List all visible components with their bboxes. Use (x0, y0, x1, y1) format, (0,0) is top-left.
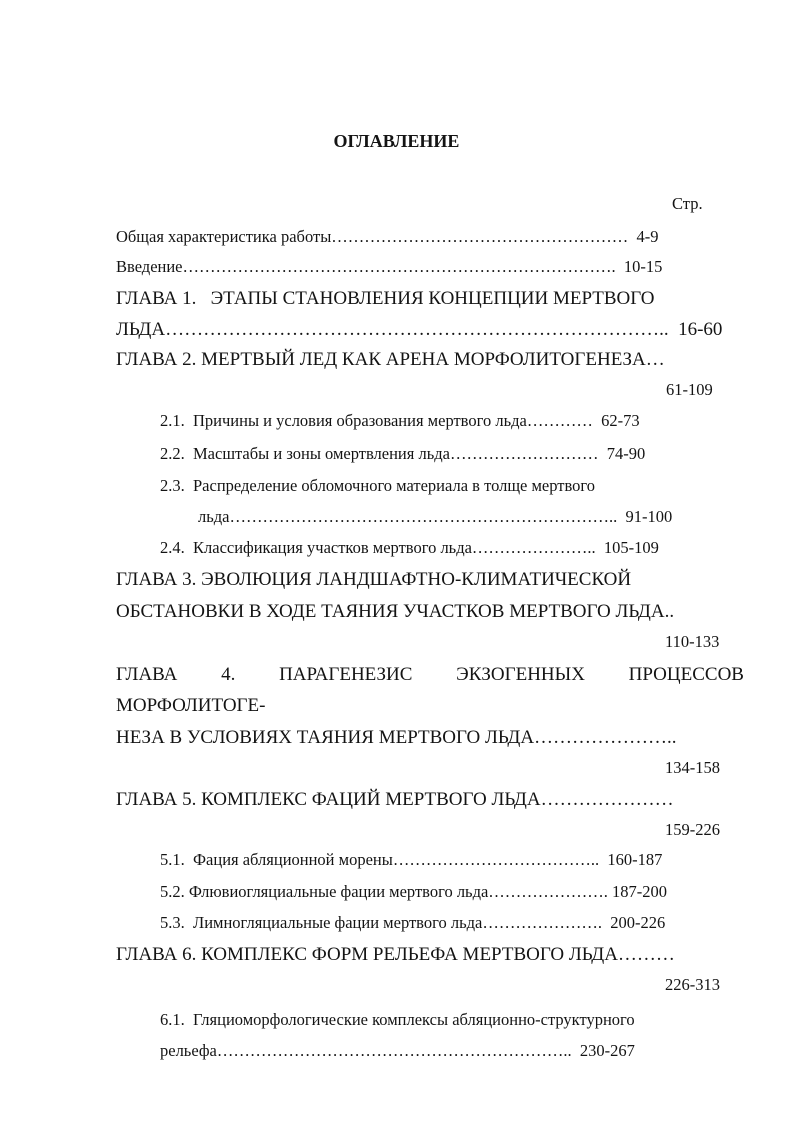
toc-entry: Введение……………………………………………………………………. 10-15 (116, 257, 663, 276)
toc-page-number: 226-313 (665, 975, 720, 994)
toc-section: рельефа……………………………………………………….. 230-267 (160, 1041, 635, 1060)
toc-section: 2.1. Причины и условия образования мертвого льда………… 62-73 (160, 411, 640, 430)
toc-word: 4. (221, 664, 236, 685)
toc-chapter: ГЛАВА 2. МЕРТВЫЙ ЛЕД КАК АРЕНА МОРФОЛИТОГЕНЕЗА… (116, 349, 665, 370)
toc-chapter-justified (116, 665, 744, 684)
toc-page-number: 110-133 (665, 632, 720, 651)
toc-section: 2.4. Классификация участков мертвого льда………………….. 105-109 (160, 538, 659, 557)
toc-word: ГЛАВА (116, 664, 178, 685)
page-column-header: Стр. (672, 194, 703, 213)
toc-page-number: 134-158 (665, 758, 720, 777)
toc-word: ПАРАГЕНЕЗИС (279, 664, 413, 685)
toc-word: ПРОЦЕССОВ (628, 664, 744, 685)
toc-chapter: ОБСТАНОВКИ В ХОДЕ ТАЯНИЯ УЧАСТКОВ МЕРТВОГО ЛЬДА.. (116, 601, 675, 622)
toc-section: 5.3. Лимногляциальные фации мертвого льда…………………. 200-226 (160, 913, 666, 932)
toc-chapter: МОРФОЛИТОГЕ- (116, 695, 266, 716)
toc-chapter: ЛЬДА…………………………………………………………………….. 16-60 (116, 319, 723, 340)
toc-section: 5.1. Фация абляционной морены……………………………….. 160-187 (160, 850, 663, 869)
toc-chapter: ГЛАВА 3. ЭВОЛЮЦИЯ ЛАНДШАФТНО-КЛИМАТИЧЕСКОЙ (116, 569, 632, 590)
toc-page-number: 61-109 (666, 380, 713, 399)
toc-section: 2.2. Масштабы и зоны омертвления льда……………………… 74-90 (160, 444, 646, 463)
toc-chapter: НЕЗА В УСЛОВИЯХ ТАЯНИЯ МЕРТВОГО ЛЬДА………………….. (116, 727, 677, 748)
toc-chapter: ГЛАВА 1. ЭТАПЫ СТАНОВЛЕНИЯ КОНЦЕПЦИИ МЕРТВОГО (116, 288, 655, 309)
toc-section: 2.3. Распределение обломочного материала в толще мертвого (160, 476, 596, 495)
toc-section: 6.1. Гляциоморфологические комплексы абляционно-структурного (160, 1010, 635, 1029)
toc-word: ЭКЗОГЕННЫХ (456, 664, 585, 685)
toc-section: 5.2. Флювиогляциальные фации мертвого льда…………………. 187-200 (160, 882, 668, 901)
toc-chapter: ГЛАВА 6. КОМПЛЕКС ФОРМ РЕЛЬЕФА МЕРТВОГО ЛЬДА……… (116, 944, 675, 965)
toc-page-number: 159-226 (665, 820, 720, 839)
toc-chapter: ГЛАВА 5. КОМПЛЕКС ФАЦИЙ МЕРТВОГО ЛЬДА………………… (116, 789, 674, 810)
toc-entry: Общая характеристика работы……………………………………………… 4-9 (116, 227, 659, 246)
toc-section: льда…………………………………………………………….. 91-100 (198, 507, 673, 526)
page-title: ОГЛАВЛЕНИЕ (333, 131, 460, 151)
